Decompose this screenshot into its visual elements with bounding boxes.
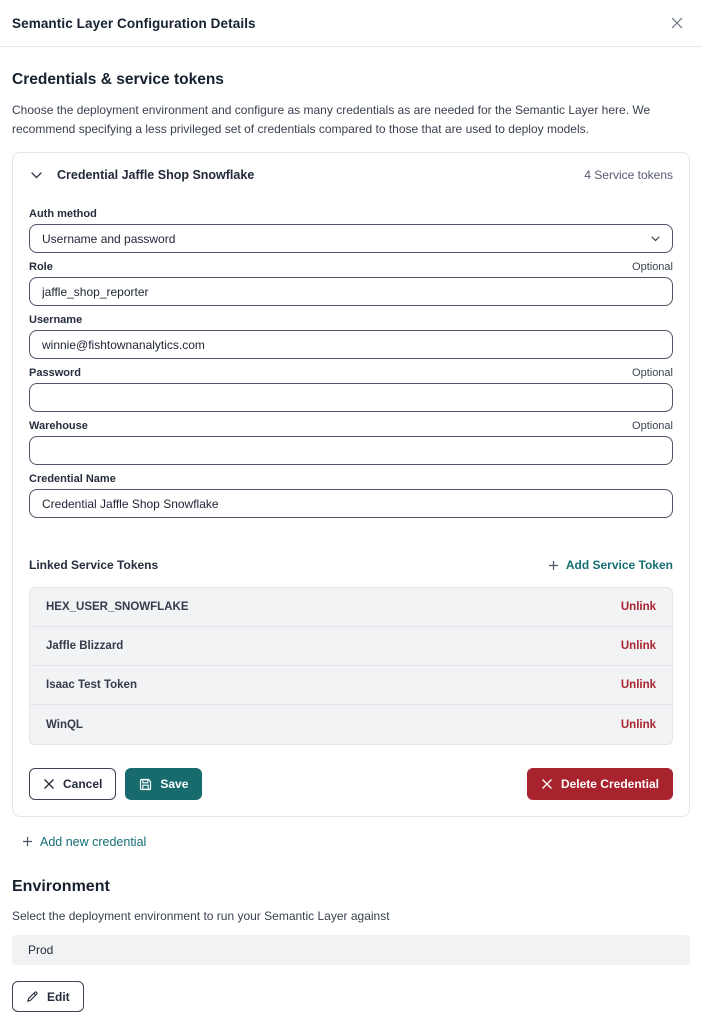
delete-credential-label: Delete Credential bbox=[560, 777, 659, 792]
add-service-token-label: Add Service Token bbox=[565, 558, 673, 573]
credential-card bbox=[12, 152, 690, 817]
environment-heading: Environment bbox=[12, 878, 110, 896]
linked-tokens-heading: Linked Service Tokens bbox=[29, 558, 159, 573]
username-label-row bbox=[29, 314, 673, 326]
delete-credential-button[interactable] bbox=[527, 768, 673, 800]
credentials-section-description: Choose the deployment environment and configure as many credentials as are needed for the Semantic Layer here. We recommend specifying a less privileged set of credentials compared to those that are used to deploy models. bbox=[12, 103, 651, 136]
role-label: Role bbox=[29, 261, 53, 274]
edit-environment-button[interactable] bbox=[12, 981, 84, 1012]
chevron-down-icon bbox=[31, 172, 42, 179]
credential-form bbox=[29, 208, 673, 518]
warehouse-field-group bbox=[29, 420, 673, 465]
linked-tokens-header bbox=[29, 558, 673, 572]
credential-name-label: Credential Name bbox=[29, 473, 116, 486]
unlink-button[interactable]: Unlink bbox=[620, 601, 656, 614]
role-optional-badge: Optional bbox=[632, 261, 673, 274]
role-field-group bbox=[29, 261, 673, 306]
credential-title: Credential Jaffle Shop Snowflake bbox=[57, 168, 255, 183]
plus-icon bbox=[548, 560, 559, 571]
pencil-icon bbox=[26, 990, 39, 1003]
warehouse-optional-badge: Optional bbox=[632, 420, 673, 433]
save-disk-icon bbox=[139, 778, 152, 791]
save-button[interactable] bbox=[125, 768, 202, 800]
auth-method-label: Auth method bbox=[29, 208, 97, 221]
save-label: Save bbox=[160, 777, 189, 792]
username-field-group bbox=[29, 314, 673, 359]
token-name: Isaac Test Token bbox=[46, 679, 137, 692]
close-icon bbox=[670, 16, 684, 30]
cancel-label: Cancel bbox=[63, 777, 103, 792]
credential-name-input[interactable] bbox=[29, 489, 673, 518]
password-label: Password bbox=[29, 367, 81, 380]
credential-card-actions bbox=[29, 768, 673, 800]
credential-name-field-group bbox=[29, 473, 673, 518]
environment-description: Select the deployment environment to run your Semantic Layer against bbox=[12, 909, 390, 924]
unlink-button[interactable]: Unlink bbox=[620, 718, 656, 731]
password-optional-badge: Optional bbox=[632, 367, 673, 380]
page-title: Semantic Layer Configuration Details bbox=[12, 15, 256, 31]
environment-value-row bbox=[12, 935, 690, 965]
modal-content bbox=[0, 47, 702, 1032]
cancel-button[interactable] bbox=[29, 768, 116, 800]
credential-name-label-row bbox=[29, 473, 673, 485]
password-label-row bbox=[29, 367, 673, 379]
service-token-list bbox=[29, 587, 673, 745]
username-input[interactable] bbox=[29, 330, 673, 359]
select-chevron-down-icon bbox=[651, 236, 660, 242]
warehouse-input[interactable] bbox=[29, 436, 673, 465]
role-input[interactable] bbox=[29, 277, 673, 306]
credential-card-header bbox=[29, 168, 673, 182]
auth-method-selected-value: Username and password bbox=[42, 231, 176, 246]
token-row bbox=[30, 588, 672, 627]
token-row bbox=[30, 627, 672, 666]
warehouse-label: Warehouse bbox=[29, 420, 88, 433]
unlink-button[interactable]: Unlink bbox=[620, 640, 656, 653]
delete-x-icon bbox=[541, 778, 553, 790]
auth-method-field-group bbox=[29, 208, 673, 253]
service-tokens-count: 4 Service tokens bbox=[584, 168, 673, 183]
edit-label: Edit bbox=[47, 989, 70, 1004]
auth-method-label-row bbox=[29, 208, 673, 220]
password-field-group bbox=[29, 367, 673, 412]
token-name: WinQL bbox=[46, 718, 83, 731]
role-label-row bbox=[29, 261, 673, 273]
cancel-x-icon bbox=[43, 778, 55, 790]
add-service-token-button[interactable] bbox=[548, 558, 673, 572]
auth-method-select[interactable] bbox=[29, 224, 673, 253]
collapse-credential-button[interactable] bbox=[29, 170, 44, 181]
token-row bbox=[30, 666, 672, 705]
password-input[interactable] bbox=[29, 383, 673, 412]
close-button[interactable] bbox=[666, 12, 688, 34]
add-new-credential-row bbox=[12, 834, 690, 852]
credentials-section-heading: Credentials & service tokens bbox=[12, 71, 224, 88]
add-new-credential-label: Add new credential bbox=[40, 834, 147, 849]
token-row bbox=[30, 705, 672, 744]
plus-icon bbox=[22, 836, 33, 847]
modal-header bbox=[0, 0, 702, 47]
add-new-credential-button[interactable] bbox=[22, 835, 146, 849]
token-name: Jaffle Blizzard bbox=[46, 640, 124, 653]
username-label: Username bbox=[29, 314, 83, 327]
unlink-button[interactable]: Unlink bbox=[620, 679, 656, 692]
warehouse-label-row bbox=[29, 420, 673, 432]
environment-value: Prod bbox=[28, 943, 54, 958]
token-name: HEX_USER_SNOWFLAKE bbox=[46, 601, 189, 614]
